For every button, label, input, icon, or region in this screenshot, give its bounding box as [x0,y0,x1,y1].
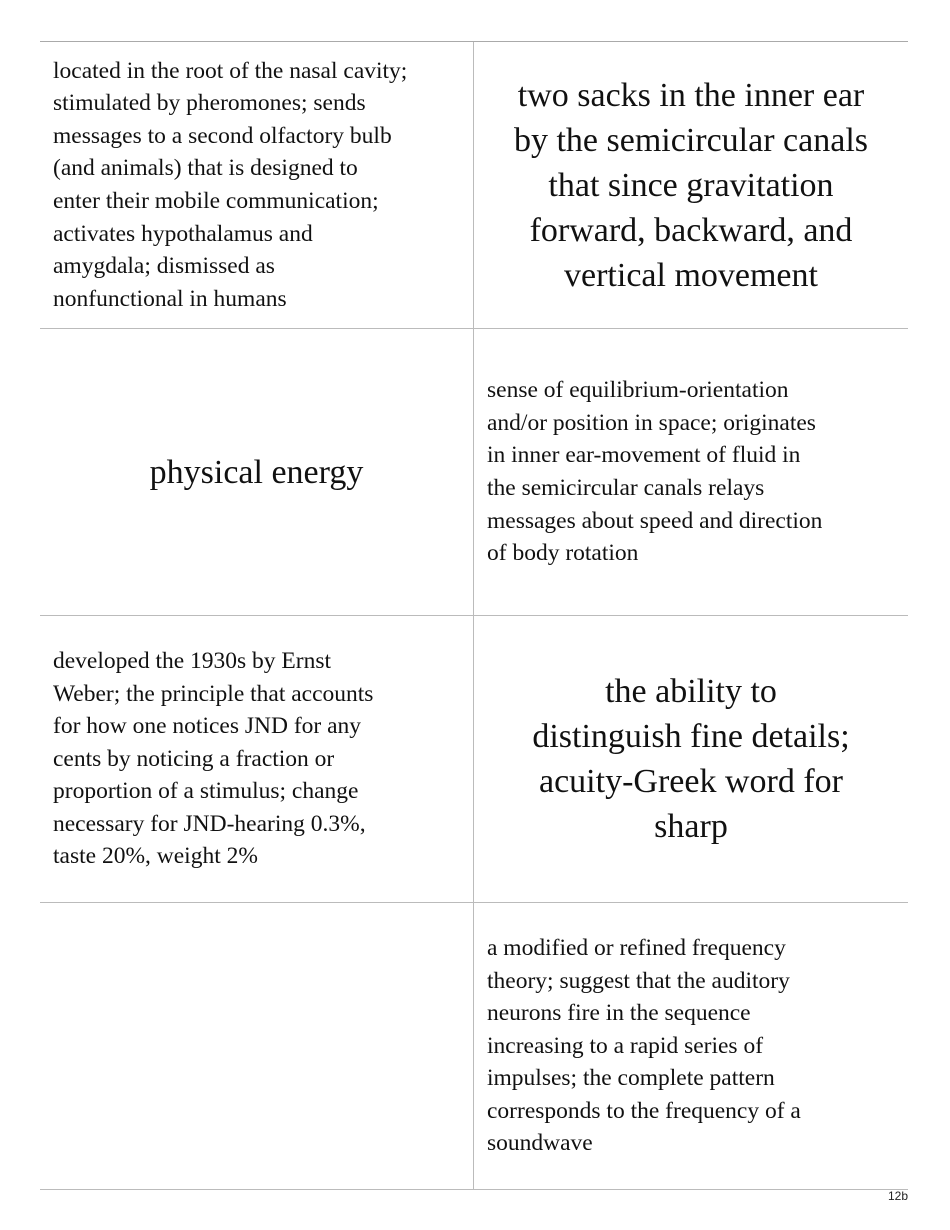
card-row-2 [40,329,908,616]
flashcard-grid [40,41,908,1190]
card-front [40,903,474,1189]
card-front [40,616,474,902]
card-front [40,42,474,328]
card-text: sense of equilibrium-orientation and/or position in space; originates in inner ear-movement of fluid in the semicircular canals relays messages about speed and direction of body rotation [487,377,823,567]
card-front [40,329,474,615]
card-row-4 [40,903,908,1190]
card-back [474,903,908,1189]
card-text: developed the 1930s by Ernst Weber; the principle that accounts for how one notices JND for any cents by noticing a fraction or proportion of a stimulus; change necessary for JND-hearing 0.3%, taste 20%, weight 2% [53,647,374,870]
card-back [474,42,908,328]
card-text: a modified or refined frequency theory; suggest that the auditory neurons fire in the sequence increasing to a rapid series of impulses; the complete pattern corresponds to the frequency of a soundwave [487,934,801,1157]
card-back [474,329,908,615]
card-text: the ability to distinguish fine details; acuity-Greek word for sharp [532,673,850,845]
card-row-3 [40,616,908,903]
card-text: two sacks in the inner ear by the semicircular canals that since gravitation forward, backward, and vertical movement [513,76,868,294]
page-number: 12b [887,1189,908,1203]
card-text: located in the root of the nasal cavity; stimulated by pheromones; sends messages to a second olfactory bulb (and animals) that is designed to enter their mobile communication; activates hypothalamus and amygdala; dismissed as nonfunctional in humans [53,57,408,312]
card-text: physical energy [149,453,364,491]
card-row-1 [40,42,908,329]
card-back [474,616,908,902]
